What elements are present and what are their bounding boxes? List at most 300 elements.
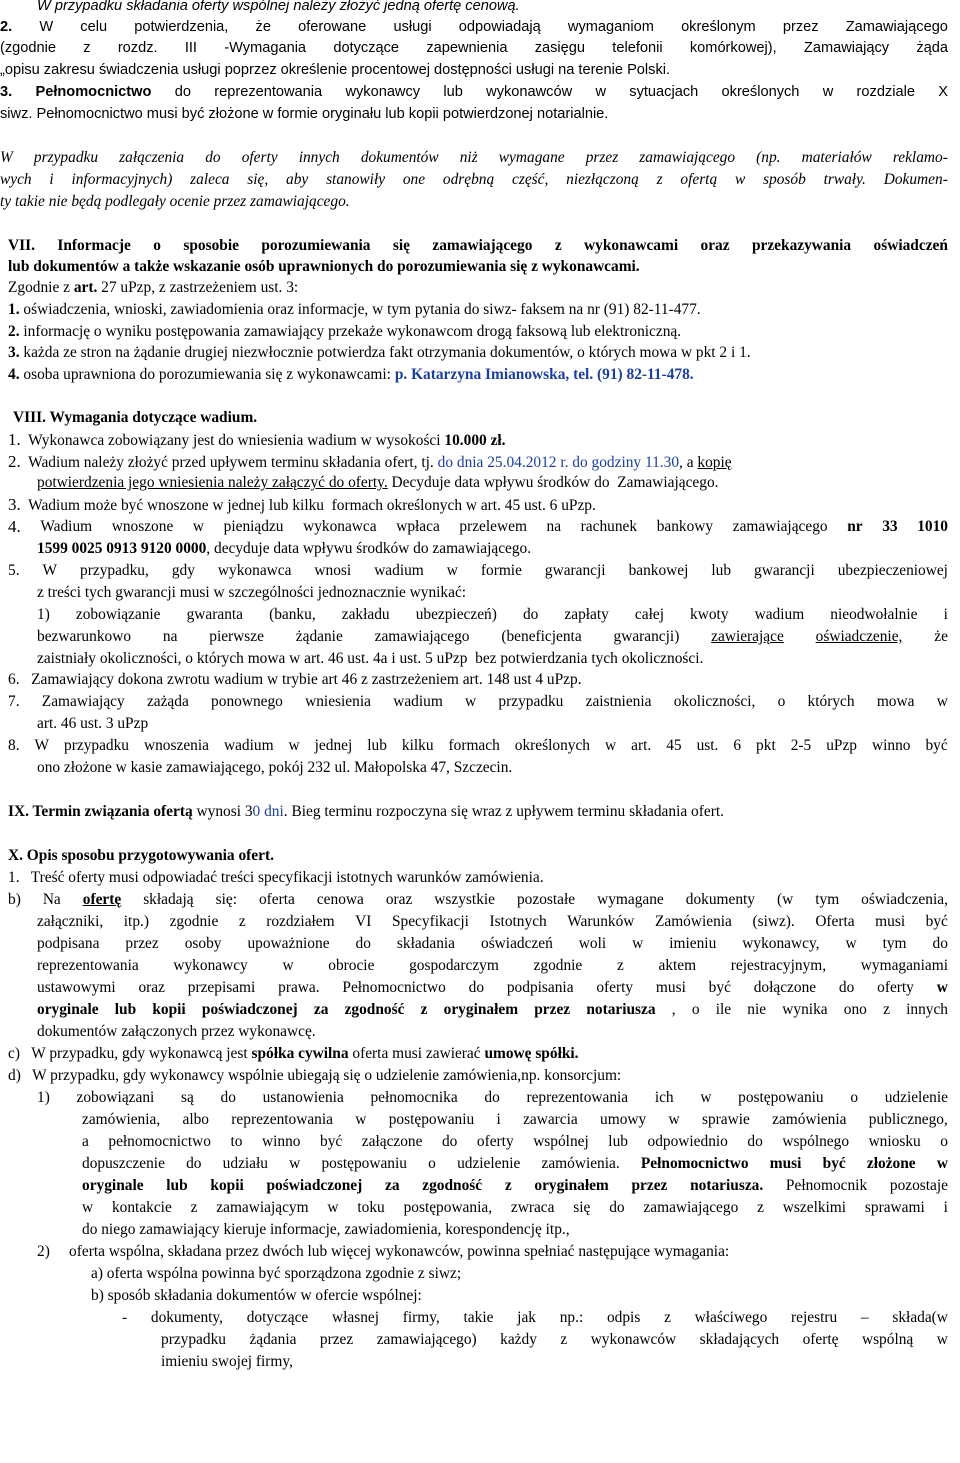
word: zgodnie bbox=[169, 913, 219, 930]
word: w bbox=[822, 84, 834, 100]
word: – bbox=[860, 1309, 869, 1326]
text-segment: dokumentów załączonych przez wykonawcę. bbox=[37, 1023, 316, 1040]
word: lub bbox=[114, 1001, 137, 1018]
word: wymaganiom bbox=[567, 19, 654, 35]
word: do bbox=[205, 149, 221, 166]
word: III bbox=[184, 40, 197, 56]
word: one bbox=[402, 171, 426, 188]
word: oferty bbox=[476, 1133, 514, 1150]
word: się, bbox=[247, 171, 269, 188]
word: winno bbox=[262, 1133, 301, 1150]
text-segment: osoba uprawniona do porozumiewania się z wykonawcami: bbox=[19, 366, 395, 383]
word: wspólnej bbox=[533, 1133, 589, 1150]
word: zażąda bbox=[146, 693, 189, 710]
word: Warunków bbox=[567, 913, 635, 930]
word: do bbox=[932, 935, 948, 952]
word: publicznego, bbox=[868, 1111, 948, 1128]
word: notariusza. bbox=[690, 1177, 764, 1194]
word: z bbox=[83, 40, 91, 56]
text-segment: 0 dni bbox=[252, 803, 284, 820]
word: własnej bbox=[331, 1309, 379, 1326]
text-segment: , a bbox=[679, 454, 698, 471]
word: do bbox=[484, 1089, 500, 1106]
word: przez bbox=[631, 1177, 668, 1194]
word: odpis bbox=[606, 1309, 641, 1326]
text-segment: 6. bbox=[8, 671, 20, 688]
word: z bbox=[560, 1331, 568, 1348]
text-line bbox=[161, 1329, 948, 1351]
word: w bbox=[936, 1155, 948, 1172]
word: z bbox=[238, 913, 246, 930]
word: podpisana bbox=[37, 935, 100, 952]
word: informacyjnych) bbox=[71, 171, 173, 188]
word: udzielenie bbox=[884, 1089, 948, 1106]
word: notariusza bbox=[586, 1001, 656, 1018]
word: 45 bbox=[666, 737, 682, 754]
text-segment: Decyduje data wpływu środków do Zamawiającego. bbox=[387, 474, 719, 491]
word: trwały. bbox=[823, 171, 866, 188]
word: składa(w bbox=[892, 1309, 948, 1326]
word: każdy bbox=[500, 1331, 537, 1348]
word: (w bbox=[777, 891, 794, 908]
word: kontakcie bbox=[111, 1199, 172, 1216]
text-line bbox=[37, 955, 948, 977]
word: pełnomocnictwo bbox=[108, 1133, 211, 1150]
word: imieniu bbox=[669, 935, 717, 952]
text-line bbox=[37, 1087, 948, 1109]
text-segment: c) W przypadku, gdy wykonawcą jest bbox=[8, 1045, 252, 1062]
text-segment: 1. bbox=[8, 301, 20, 318]
text-line bbox=[8, 321, 960, 343]
word: o bbox=[850, 1089, 859, 1106]
word: w bbox=[327, 1199, 339, 1216]
word: zaistnienia bbox=[585, 693, 652, 710]
word: dokumenty, bbox=[150, 1309, 223, 1326]
word: być bbox=[320, 1133, 343, 1150]
word: rozdziałem bbox=[266, 913, 335, 930]
word: przez bbox=[125, 935, 159, 952]
word: to bbox=[230, 1133, 243, 1150]
text-line bbox=[37, 472, 960, 494]
word: oświadczeń bbox=[481, 935, 553, 952]
word: z bbox=[656, 171, 663, 188]
word: pieniądzu bbox=[223, 518, 284, 535]
text-line bbox=[8, 801, 960, 823]
word: sposobie bbox=[183, 237, 239, 254]
word: -Wymagania bbox=[224, 40, 307, 56]
text-line bbox=[8, 256, 960, 278]
word: gwarancji bbox=[544, 562, 606, 579]
word: lub bbox=[608, 1133, 628, 1150]
word: składają bbox=[143, 891, 194, 908]
word: w bbox=[632, 935, 644, 952]
word: w bbox=[595, 84, 606, 100]
word: reklamo- bbox=[892, 149, 948, 166]
word: Pełnomocnictwo bbox=[640, 1155, 749, 1172]
word: (banku, bbox=[269, 606, 316, 623]
word: oferty bbox=[596, 979, 634, 996]
word: podpisania bbox=[506, 979, 574, 996]
text-segment: do niego zamawiający kieruje informacje, zawiadomienia, korespondencję itp., bbox=[82, 1221, 570, 1238]
word: postępowaniu bbox=[321, 1155, 407, 1172]
word: kopii bbox=[152, 1001, 186, 1018]
text-line bbox=[82, 1109, 948, 1131]
word: tym bbox=[882, 935, 907, 952]
word: bankowy bbox=[656, 518, 714, 535]
text-line bbox=[13, 407, 960, 429]
text-line bbox=[91, 1263, 960, 1285]
word: przez bbox=[585, 149, 619, 166]
word: postępowania, bbox=[403, 1199, 493, 1216]
word: właściwego bbox=[694, 1309, 768, 1326]
word: się bbox=[573, 1199, 591, 1216]
word: W bbox=[39, 19, 54, 35]
word: wszystkie bbox=[434, 891, 495, 908]
text-segment: , decyduje data wpływu środków do zamawiającego. bbox=[206, 540, 532, 557]
word: (beneficjenta bbox=[501, 628, 582, 645]
word: lub bbox=[711, 562, 732, 579]
word: oraz bbox=[700, 237, 730, 254]
word: reprezentowania bbox=[231, 1111, 333, 1128]
word: VII. bbox=[8, 237, 35, 254]
word: wykonawcy bbox=[173, 957, 248, 974]
text-line bbox=[8, 669, 960, 691]
word: woli bbox=[578, 935, 607, 952]
word: oświadczenia, bbox=[861, 891, 948, 908]
word: - bbox=[122, 1309, 128, 1326]
word: do bbox=[186, 1155, 202, 1172]
word: zamawiającym bbox=[216, 1199, 309, 1216]
word: oryginałem bbox=[534, 1177, 609, 1194]
word: wnosi bbox=[314, 562, 352, 579]
word: ofertą bbox=[680, 171, 718, 188]
word: zgodność bbox=[422, 1177, 483, 1194]
word: o bbox=[691, 1001, 700, 1018]
text-line bbox=[37, 713, 960, 735]
text-line bbox=[37, 0, 960, 18]
word: lub bbox=[166, 1177, 188, 1194]
word: sprawie bbox=[701, 1111, 750, 1128]
word: aby bbox=[286, 171, 309, 188]
word: albo bbox=[182, 1111, 209, 1128]
word: być bbox=[708, 979, 731, 996]
word: 6 bbox=[733, 737, 742, 754]
word: wadium bbox=[223, 737, 274, 754]
word: pkt bbox=[756, 737, 776, 754]
text-line bbox=[37, 1241, 960, 1263]
word: w bbox=[289, 1155, 301, 1172]
text-segment: zaistniały okoliczności, o których mowa w art. 46 ust. 4a i ust. 5 uPzp bez potwierdzania tych okoliczności. bbox=[37, 650, 704, 667]
text-segment: art. bbox=[73, 279, 98, 296]
word: rozdz. bbox=[117, 40, 158, 56]
word: za bbox=[313, 1001, 329, 1018]
word: Pełnomocnik bbox=[785, 1177, 868, 1194]
text-segment: 2) oferta wspólna, składana przez dwóch lub więcej wykonawców, powinna spełniać następujące wymagania: bbox=[37, 1243, 730, 1260]
word: tym bbox=[815, 891, 840, 908]
word: za bbox=[384, 1177, 400, 1194]
text-segment: każda ze stron na żądanie drugiej niezwłocznie potwierdza fakt otrzymania dokumentów, o których mowa w pkt 2 i 1. bbox=[19, 344, 751, 361]
word: przekazywania bbox=[751, 237, 852, 254]
word: kopii bbox=[210, 1177, 244, 1194]
word: 1) bbox=[37, 606, 50, 623]
text-segment: 2. bbox=[8, 452, 21, 471]
text-segment: X. Opis sposobu przygotowywania ofert. bbox=[8, 847, 274, 864]
word: dotyczące bbox=[333, 40, 400, 56]
word: przypadku, bbox=[80, 562, 149, 579]
word: nr bbox=[847, 518, 863, 535]
word: wniosku bbox=[868, 1133, 921, 1150]
word: zgodność bbox=[344, 1001, 405, 1018]
word: wykonawcy, bbox=[742, 935, 820, 952]
text-line bbox=[82, 1153, 948, 1175]
text-line bbox=[0, 191, 960, 213]
word: materiałów bbox=[801, 149, 872, 166]
word: zgodnie bbox=[533, 957, 583, 974]
word: na bbox=[162, 628, 178, 645]
word: których bbox=[807, 693, 855, 710]
word: do bbox=[838, 979, 855, 996]
word: a bbox=[82, 1133, 89, 1150]
text-segment: b) sposób składania dokumentów w ofercie wspólnej: bbox=[91, 1287, 422, 1304]
word: postępowaniu bbox=[738, 1089, 824, 1106]
word: udzielenie bbox=[457, 1155, 521, 1172]
word: się: bbox=[215, 891, 237, 908]
word: ofertę bbox=[802, 1331, 839, 1348]
word: ustanowienia bbox=[262, 1089, 344, 1106]
word: w bbox=[355, 1111, 367, 1128]
word: nieodwołalnie bbox=[830, 606, 918, 623]
text-segment: imieniu swojej firmy, bbox=[161, 1353, 293, 1370]
word: winno bbox=[872, 737, 911, 754]
word: 2-5 bbox=[790, 737, 812, 754]
text-segment: spółka cywilna bbox=[251, 1045, 349, 1062]
word: odpowiednio bbox=[647, 1133, 728, 1150]
text-line bbox=[82, 1219, 960, 1241]
word: telefonii bbox=[612, 40, 663, 56]
word: określonych bbox=[514, 737, 591, 754]
word: pozostaje bbox=[889, 1177, 948, 1194]
word: poświadczonej bbox=[201, 1001, 298, 1018]
word: z bbox=[664, 1309, 671, 1326]
word: gospodarczym bbox=[409, 957, 499, 974]
word: Pełnomocnictwo bbox=[342, 979, 446, 996]
word: Wadium bbox=[40, 518, 93, 535]
word: Pełnomocnictwo bbox=[35, 84, 152, 100]
word: w bbox=[446, 562, 458, 579]
word: zamawiającego bbox=[639, 149, 736, 166]
word: i bbox=[943, 606, 948, 623]
word: zawarcia bbox=[523, 1111, 578, 1128]
word: ubezpieczeniowej bbox=[837, 562, 948, 579]
text-segment: „opisu zakresu świadczenia usługi poprzez określenie procentowej dostępności usługi na terenie Polski. bbox=[0, 62, 671, 78]
text-line bbox=[82, 1131, 948, 1153]
word: przypadku bbox=[498, 693, 564, 710]
word: zapłaty bbox=[564, 606, 609, 623]
text-segment: 3. bbox=[8, 495, 21, 514]
word: przez bbox=[782, 19, 819, 35]
word: odrębną bbox=[442, 171, 495, 188]
word: być bbox=[925, 737, 948, 754]
word: Specyfikacji bbox=[391, 913, 469, 930]
word: określonym bbox=[681, 19, 756, 35]
word: ile bbox=[715, 1001, 732, 1018]
word: oryginale bbox=[37, 1001, 99, 1018]
word: itp.) bbox=[123, 913, 150, 930]
word: żądanie bbox=[295, 628, 343, 645]
text-line bbox=[0, 147, 948, 169]
word: o bbox=[940, 1133, 948, 1150]
word: wadium bbox=[374, 562, 424, 579]
word: 1) bbox=[37, 1089, 50, 1106]
word: W bbox=[34, 737, 50, 754]
text-line bbox=[8, 845, 960, 867]
word: gwarancji) bbox=[613, 628, 680, 645]
text-line bbox=[8, 342, 960, 364]
word: 8. bbox=[8, 737, 20, 754]
word: art. bbox=[631, 737, 652, 754]
word: kilku bbox=[401, 737, 434, 754]
word: do bbox=[355, 935, 371, 952]
word: w bbox=[465, 693, 477, 710]
word: z bbox=[504, 1177, 512, 1194]
text-segment: umowę spółki. bbox=[484, 1045, 579, 1062]
word: VI bbox=[355, 913, 372, 930]
word: do bbox=[522, 606, 539, 623]
word: przez bbox=[534, 1001, 571, 1018]
word: rejestracyjnym, bbox=[730, 957, 827, 974]
word: pełnomocnika bbox=[370, 1089, 458, 1106]
word: dokumenty bbox=[685, 891, 756, 908]
text-line bbox=[37, 933, 948, 955]
word: dopuszczenie bbox=[82, 1155, 165, 1172]
text-line bbox=[37, 626, 948, 648]
text-line bbox=[37, 538, 960, 560]
word: pozostałe bbox=[516, 891, 576, 908]
text-line bbox=[8, 867, 960, 889]
word: wykonawców bbox=[486, 84, 573, 100]
word: w bbox=[845, 935, 857, 952]
word: jak bbox=[517, 1309, 536, 1326]
text-segment: kopię bbox=[697, 454, 732, 471]
word: gwarancji bbox=[754, 562, 815, 579]
word: porozumiewania bbox=[261, 237, 371, 254]
word: załączone bbox=[361, 1133, 423, 1150]
word: formach bbox=[448, 737, 500, 754]
word: celu bbox=[80, 19, 108, 35]
text-segment: 1. Treść oferty musi odpowiadać treści specyfikacji istotnych warunków zamówienia. bbox=[8, 869, 544, 886]
word: 3. bbox=[0, 84, 13, 100]
word: w bbox=[668, 1111, 680, 1128]
word: wniesienia bbox=[305, 693, 371, 710]
word: Zamawiający bbox=[41, 693, 125, 710]
word: oferta bbox=[258, 891, 295, 908]
word: że bbox=[255, 19, 271, 35]
text-line bbox=[8, 560, 948, 582]
word: zasięgu bbox=[534, 40, 586, 56]
text-segment: a) oferta wspólna powinna być sporządzona zgodnie z siwz; bbox=[91, 1265, 462, 1282]
text-line bbox=[0, 38, 948, 60]
word: np.: bbox=[559, 1309, 584, 1326]
word: oryginale bbox=[82, 1177, 144, 1194]
word: wymaganiami bbox=[860, 957, 948, 974]
word: ich bbox=[654, 1089, 674, 1106]
word: w bbox=[936, 1331, 948, 1348]
text-segment: p. Katarzyna Imianowska, tel. (91) 82-11-478. bbox=[394, 366, 694, 383]
word: komórkowej), bbox=[689, 40, 777, 56]
word: reprezentowania bbox=[37, 957, 139, 974]
word: wpłaca bbox=[396, 518, 440, 535]
text-line bbox=[8, 277, 960, 299]
word: załączniki, bbox=[37, 913, 104, 930]
word: o bbox=[153, 237, 161, 254]
word: zawierające bbox=[711, 628, 784, 645]
word: stanowiły bbox=[326, 171, 386, 188]
word: potwierdzenia, bbox=[134, 19, 229, 35]
text-line bbox=[0, 60, 960, 82]
word: formie bbox=[480, 562, 522, 579]
word: zapewnienia bbox=[426, 40, 508, 56]
word: uPzp bbox=[826, 737, 858, 754]
word: reprezentowania bbox=[526, 1089, 629, 1106]
text-segment: siwz. Pełnomocnictwo musi być złożone w formie oryginału lub kopii potwierdzonej notarialnie. bbox=[0, 106, 609, 122]
word: lub bbox=[367, 737, 387, 754]
word: przez bbox=[319, 1331, 354, 1348]
text-line bbox=[8, 889, 948, 911]
text-line bbox=[91, 1285, 960, 1307]
text-line bbox=[8, 235, 948, 257]
text-segment: informację o wyniku postępowania zamawiający przekaże wykonawcom drogą faksową lub elektroniczną. bbox=[19, 323, 682, 340]
word: w bbox=[288, 737, 300, 754]
word: do bbox=[609, 1199, 625, 1216]
word: wymagane bbox=[498, 149, 565, 166]
word: wspólnego bbox=[782, 1133, 850, 1150]
word: pierwsze bbox=[209, 628, 264, 645]
word: usługi bbox=[393, 19, 432, 35]
text-line bbox=[8, 1065, 960, 1087]
word: odpowiadają bbox=[458, 19, 541, 35]
text-segment: W przypadku składania oferty wspólnej należy złożyć jedną ofertę cenową. bbox=[37, 0, 520, 14]
text-line bbox=[37, 757, 960, 779]
word: b) bbox=[8, 891, 21, 908]
word: X bbox=[938, 84, 948, 100]
text-segment: z treści tych gwarancji musi w szczególności jednoznacznie wynikać: bbox=[37, 584, 467, 601]
word: z bbox=[616, 957, 624, 974]
word: w bbox=[82, 1199, 94, 1216]
word: przypadku bbox=[64, 737, 130, 754]
text-line bbox=[82, 1197, 948, 1219]
word: wnoszone bbox=[111, 518, 174, 535]
word: zamówienia. bbox=[541, 1155, 620, 1172]
word: ponownego bbox=[211, 693, 283, 710]
word: zamówienia bbox=[772, 1111, 847, 1128]
word: na bbox=[546, 518, 562, 535]
word: składania bbox=[396, 935, 456, 952]
word: bankowej bbox=[628, 562, 689, 579]
text-line bbox=[8, 429, 960, 452]
word: (zgodnie bbox=[0, 40, 56, 56]
word: zamawiającego bbox=[374, 628, 470, 645]
text-line bbox=[8, 299, 960, 321]
word: z bbox=[883, 1001, 890, 1018]
word: poświadczonej bbox=[266, 1177, 363, 1194]
word: wykonawcami bbox=[584, 237, 679, 254]
text-line bbox=[82, 1175, 948, 1197]
word: wspólną bbox=[861, 1331, 914, 1348]
word: przypadku bbox=[161, 1331, 226, 1348]
word: do bbox=[220, 1089, 236, 1106]
word: wadium bbox=[393, 693, 443, 710]
word: oraz bbox=[385, 891, 413, 908]
